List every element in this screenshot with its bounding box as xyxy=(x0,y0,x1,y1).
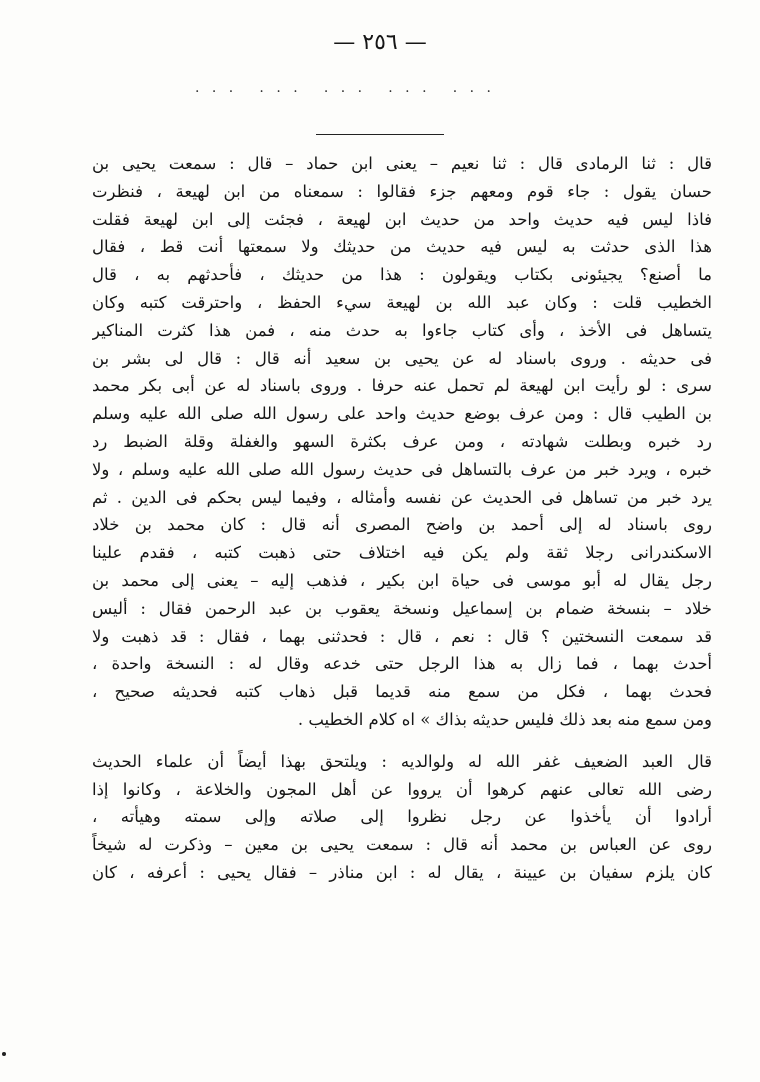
body-text xyxy=(92,150,712,887)
text-line: خبره ، ويرد خبر من عرف بالتساهل فى حديث رسول الله صلى الله عليه وسلم ، ولا xyxy=(92,459,712,479)
page-number: — ٢٥٦ — xyxy=(333,30,427,55)
dot-group: · · · xyxy=(388,84,431,100)
text-line: روى عن العباس بن محمد أنه قال : سمعت يحيى بن معين – وذكرت له شيخاً xyxy=(92,835,712,855)
text-line: رضى الله تعالى عنهم كرهوا أن يرووا عن أهل المجون والخلاعة ، وكانوا إذا xyxy=(92,779,712,799)
text-line: قد سمعت النسختين ؟ قال : نعم ، قال : فحدثنى بهما ، فقال : قد ذهبت ولا xyxy=(92,626,712,646)
margin-speck xyxy=(2,1052,6,1056)
text-line: الخطيب قلت : وكان عبد الله بن لهيعة سيء الحفظ ، واحترقت كتبه وكان xyxy=(92,292,712,312)
text-line: فى حديثه . وروى باسناد له عن يحيى بن سعيد أنه قال : قال لى بشر بن xyxy=(92,348,712,368)
dot-group: · · · xyxy=(452,84,495,100)
text-line: روى باسناد له إلى أحمد بن واضح المصرى أنه قال : كان محمد بن خلاد xyxy=(92,515,712,535)
paragraph-2 xyxy=(92,748,712,887)
text-line: قال : ثنا الرمادى قال : ثنا نعيم – يعنى ابن حماد – قال : سمعت يحيى بن xyxy=(92,154,712,173)
paragraph-1 xyxy=(92,150,712,734)
header-rule xyxy=(316,134,444,135)
text-line: ما أصنع؟ يجيئونى بكتاب ويقولون : هذا من حديثك ، فأحدثهم به ، قال xyxy=(92,265,712,285)
dot-group: · · · xyxy=(259,84,302,100)
text-line: خلاد – بنسخة ضمام بن إسماعيل ونسخة يعقوب بن عبد الرحمن فقال : أليس xyxy=(92,598,712,618)
text-line: أرادوا أن يأخذوا عن رجل نظروا إلى صلاته وإلى سمته وهيأته ، xyxy=(92,807,712,827)
dot-group: · · · xyxy=(323,84,367,100)
text-line: هذا الذى حدثت به ليس فيه حديث من حديثك ولا سمعتها أنت قط ، فقال xyxy=(92,237,712,257)
text-line: أحدث بهما ، فما زال به هذا الرجل حتى خدعه وقال له : النسخة واحدة ، xyxy=(92,654,712,674)
paragraph-gap xyxy=(92,734,712,748)
text-line: ومن سمع منه بعد ذلك فليس حديثه بذاك » اه كلام الخطيب . xyxy=(297,709,712,729)
text-line: يتساهل فى الأخذ ، وأى كتاب جاءوا به حدث منه ، فمن هذا كثرت المناكير xyxy=(92,320,712,340)
text-line: قال العبد الضعيف غفر الله له ولوالديه : ويلتحق بهذا أيضاً أن علماء الحديث xyxy=(92,751,712,771)
text-line: يرد خبر من تساهل فى الحديث عن نفسه وأمثاله ، وفيما ليس بحكم فى الدين . ثم xyxy=(92,487,712,507)
text-line: الاسكندرانى رجلا ثقة ولم يكن فيه اختلاف حتى ذهبت كتبه ، فقدم علينا xyxy=(92,543,712,563)
text-line: رد خبره وبطلت شهادته ، ومن عرف بكثرة السهو والغفلة وقلة الضبط رد xyxy=(92,431,712,451)
text-line: حسان يقول : جاء قوم ومعهم جزء فقالوا : سمعناه من ابن لهيعة ، فنظرت xyxy=(92,181,712,201)
ornamental-dots xyxy=(195,84,495,100)
dot-group: · · · xyxy=(195,84,238,100)
text-line: بن الطيب قال : ومن عرف بوضع حديث واحد على رسول الله صلى الله عليه وسلم xyxy=(92,404,712,424)
text-line: سرى : لو رأيت ابن لهيعة لم تحمل عنه حرفا . وروى باسناد له عن أبى بكر محمد xyxy=(92,376,712,396)
text-line: رجل يقال له أبو موسى فى حياة ابن بكير ، فذهب إليه – يعنى إلى محمد بن xyxy=(92,570,712,590)
text-line: كان يلزم سفيان بن عيينة ، يقال له : ابن مناذر – فقال يحيى : أعرفه ، كان xyxy=(92,862,712,882)
text-line: فحدث بهما ، فكل من سمع منه قديما قبل ذهاب كتبه فحديثه صحيح ، xyxy=(92,682,712,702)
text-line: فاذا ليس فيه حديث واحد من حديث ابن لهيعة ، فجئت إلى ابن لهيعة فقلت xyxy=(92,209,712,229)
